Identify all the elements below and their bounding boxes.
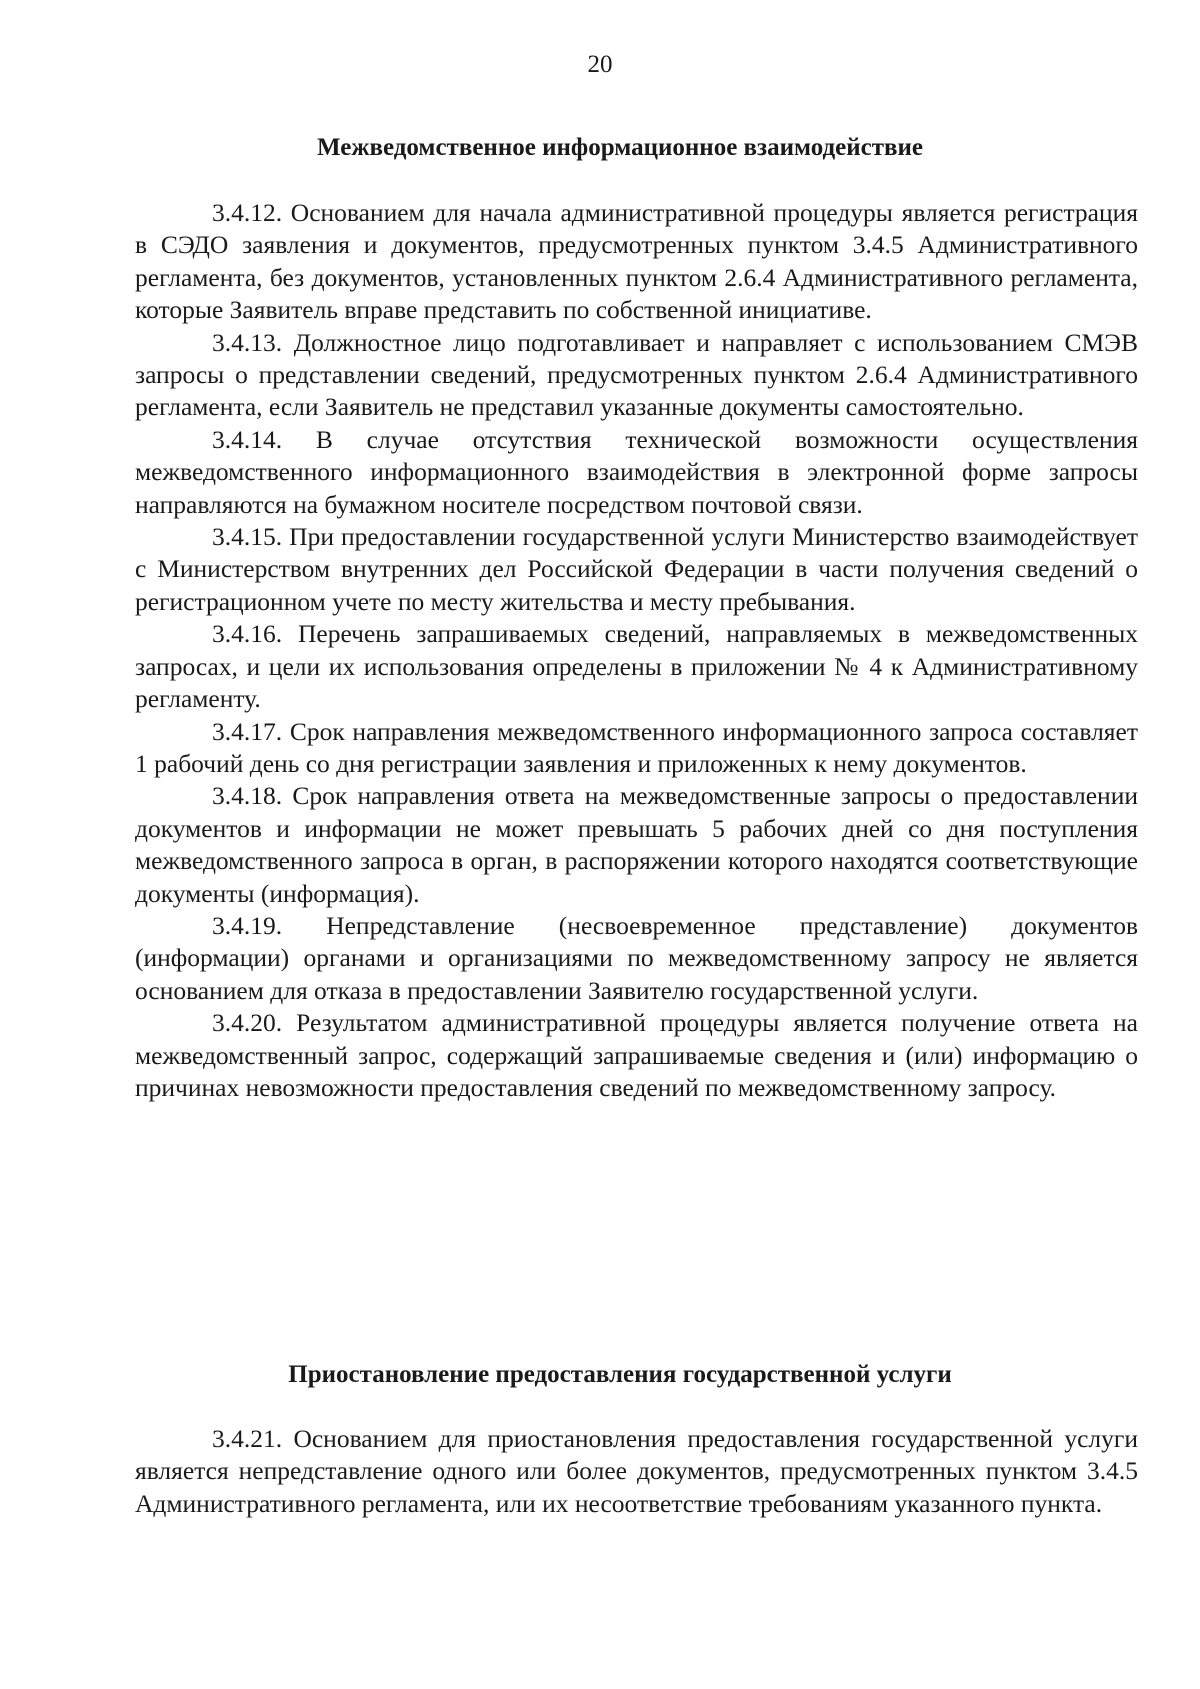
paragraph-3-4-21: 3.4.21. Основанием для приостановления предоставления государственной услуги является непредставление одного или более документов, предусмотренных пунктом 3.4.5 Административного регламента, или их несоответствие требованиям указанного пункта. [135,1424,1138,1518]
paragraph-3-4-18: 3.4.18. Срок направления ответа на межведомственные запросы о предоставлении документов и информации не может превышать 5 рабочих дней со дня поступления межведомственного запроса в орган, в распоряжении которого находятся соответствующие документы (информация). [135,781,1138,908]
paragraph-3-4-13: 3.4.13. Должностное лицо подготавливает и направляет с использованием СМЭВ запросы о представлении сведений, предусмотренных пунктом 2.6.4 Административного регламента, если Заявитель не представил указанные документы самостоятельно. [135,327,1138,422]
paragraph-3-4-16: 3.4.16. Перечень запрашиваемых сведений, направляемых в межведомственных запросах, и цели их использования определены в приложении № 4 к Административному регламенту. [135,619,1138,714]
paragraph-3-4-19: 3.4.19. Непредставление (несвоевременное представление) документов (информации) органами и организациями по межведомственному запросу не является основанием для отказа в предоставлении Заявителю государственной услуги. [135,910,1138,1005]
paragraph-3-4-15: 3.4.15. При предоставлении государственной услуги Министерство взаимодействует с Министерством внутренних дел Российской Федерации в части получения сведений о регистрационном учете по месту жительства и месту пребывания. [135,522,1138,616]
section-heading-interagency: Межведомственное информационное взаимодействие [317,134,923,161]
paragraph-3-4-12: 3.4.12. Основанием для начала административной процедуры является регистрация в СЭДО заявления и документов, предусмотренных пунктом 3.4.5 Административного регламента, без документов, установленных пунктом 2.6.4 Административного регламента, которые Заявитель вправе представить по собственной инициативе. [135,198,1138,325]
page-number: 20 [587,51,613,78]
section-heading-suspension: Приостановление предоставления государственной услуги [288,1361,952,1388]
section-body-interagency [135,197,1138,1104]
paragraph-3-4-14: 3.4.14. В случае отсутствия технической возможности осуществления межведомственного информационного взаимодействия в электронной форме запросы направляются на бумажном носителе посредством почтовой связи. [135,424,1138,519]
paragraph-3-4-17: 3.4.17. Срок направления межведомственного информационного запроса составляет 1 рабочий день со дня регистрации заявления и приложенных к нему документов. [135,716,1138,778]
section-body-suspension [135,1423,1138,1520]
paragraph-3-4-20: 3.4.20. Результатом административной процедуры является получение ответа на межведомственный запрос, содержащий запрашиваемые сведения и (или) информацию о причинах невозможности предоставления сведений по межведомственному запросу. [135,1008,1138,1102]
